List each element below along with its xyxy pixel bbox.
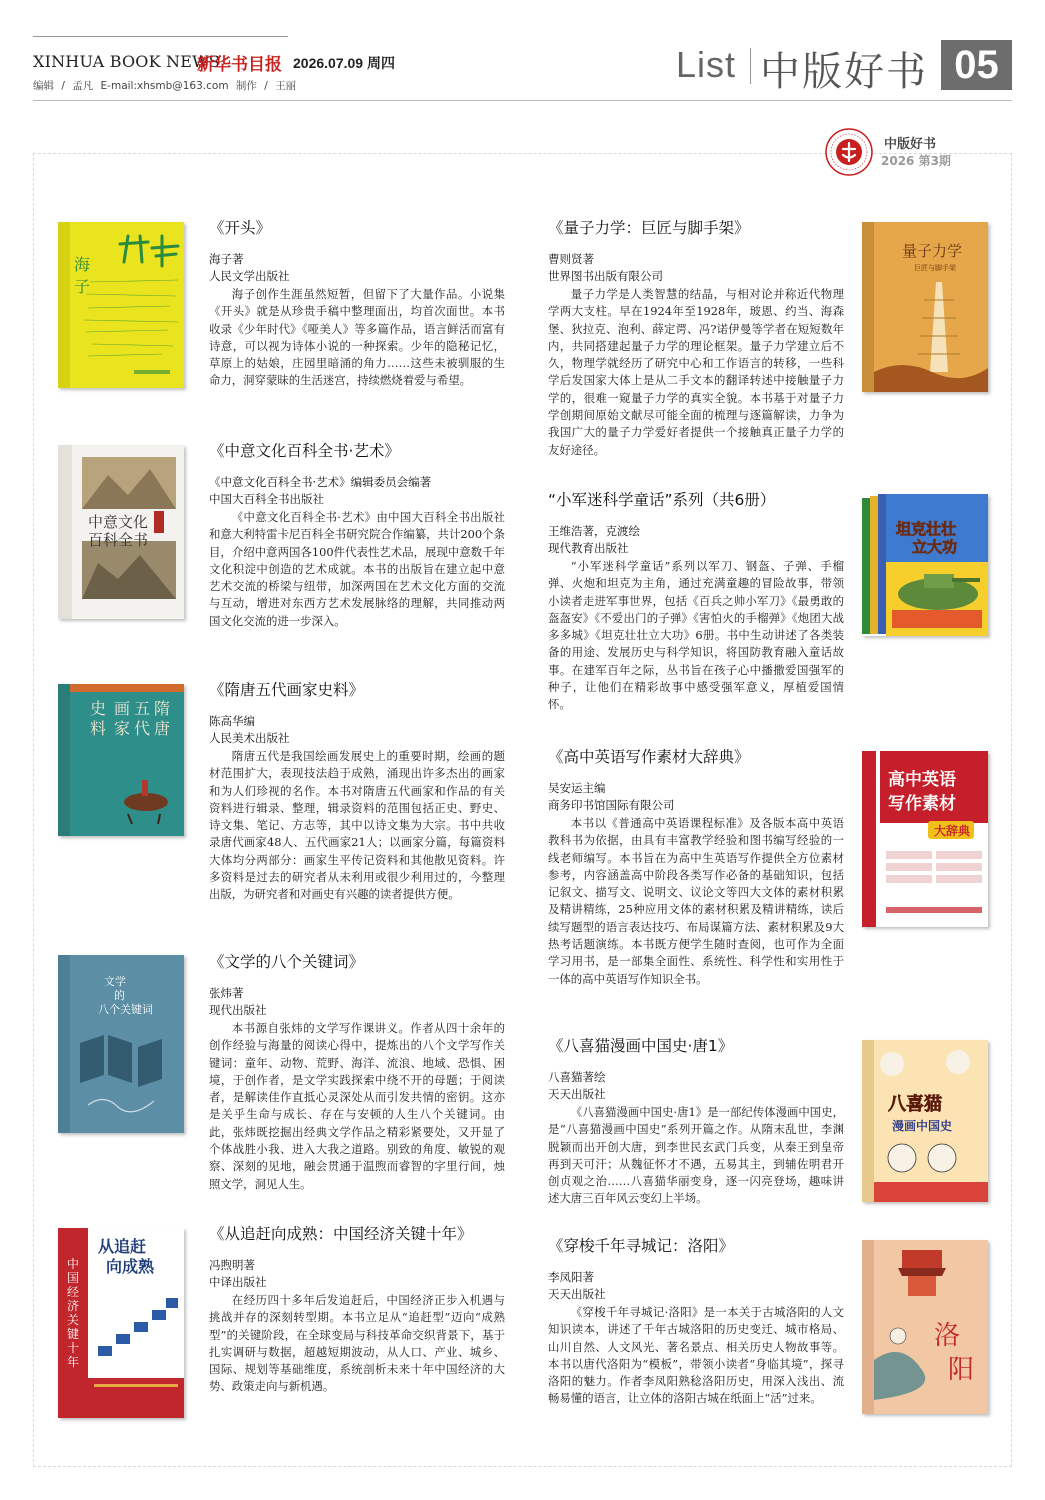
svg-text:画: 画 xyxy=(114,699,131,718)
page-header xyxy=(0,0,1045,110)
book-description: “小军迷科学童话”系列以军刀、钢盔、子弹、手榴弹、火炮和坦克为主角，通过充满童趣的冒险故事，带领小读者走进军事世界，包括《百兵之帅小军刀》《最勇敢的盔盔安》《不爱出门的子弹》《害怕火的手榴弹》《炮团大战多多城》《坦克壮壮立大功》6册。书中生动讲述了各类装备的用途、发展历史与科学知识，将国防教育融入童话故事。在建军百年之际，丛书旨在孩子心中播撒爱国强军的种子，让他们在精彩故事中感受强军意义，厚植爱国情怀。 xyxy=(548,559,844,712)
svg-text:巨匠与脚手架: 巨匠与脚手架 xyxy=(914,264,956,272)
book-author: 《中意文化百科全书·艺术》编辑委员会编著 xyxy=(209,475,432,489)
svg-text:从追赶: 从追赶 xyxy=(98,1237,147,1256)
svg-text:坦克壮壮: 坦克壮壮 xyxy=(896,520,957,538)
svg-text:键: 键 xyxy=(67,1327,80,1341)
section-title: 中版好书 xyxy=(760,49,928,95)
svg-text:国: 国 xyxy=(67,1271,80,1285)
svg-text:中: 中 xyxy=(67,1257,80,1271)
list-label: List xyxy=(676,44,737,85)
book-description: 隋唐五代是我国绘画发展史上的重要时期，绘画的题材范围扩大，表现技法趋于成熟，涌现出许多杰出的画家和为人们珍视的名作。本书对隋唐五代画家和作品的有关资料进行辑录、整理，辑录资料的范围包括正史、野史、诗文集、笔记、方志等，其中以诗文集为大宗。书中共收录唐代画家48人、五代画家21人；以画家分篇，每篇资料大体均分两部分：画家生平传记资料和其他散见资料。许多资料是过去的研究者从未利用或很少利用过的，今整理出版，为研究者和对画史有兴趣的读者提供方便。 xyxy=(209,749,505,902)
svg-text:隋: 隋 xyxy=(154,699,171,718)
book-cover-zhuigan xyxy=(58,1228,184,1418)
svg-text:年: 年 xyxy=(67,1355,80,1369)
book-publisher: 世界图书出版有限公司 xyxy=(548,269,663,283)
book-cover-luoyang xyxy=(862,1240,988,1414)
svg-text:家: 家 xyxy=(114,719,131,738)
book-publisher: 商务印书馆国际有限公司 xyxy=(548,798,675,812)
book-title: 《开头》 xyxy=(209,219,272,237)
book-cover-liangzi xyxy=(862,222,988,392)
book-publisher: 现代教育出版社 xyxy=(548,541,629,555)
svg-text:经: 经 xyxy=(67,1285,80,1299)
masthead-chinese: 新华书目报 xyxy=(197,55,282,75)
svg-text:济: 济 xyxy=(67,1299,80,1313)
badge-title: 中版好书 xyxy=(884,137,937,152)
header-bottom-rule xyxy=(33,100,1012,101)
book-entry-kaitou xyxy=(209,217,505,390)
book-publisher: 中国大百科全书出版社 xyxy=(209,492,324,506)
book-description: 在经历四十多年后发追赶后，中国经济正步入机遇与挑战并存的深刻转型期。本书立足从“追赶型”迈向“成熟型”的关键阶段，在全球变局与科技革命交织背景下，基于扎实调研与数据，超越短期波动，从人口、产业、城乡、国际、规划等基础维度，系统剖析未来十年中国经济的大势、政策走向与新机遇。 xyxy=(209,1293,505,1394)
book-cover-zhongyi xyxy=(58,445,184,619)
book-entry-zhongyi xyxy=(209,440,505,630)
book-entry-zhuigan xyxy=(209,1223,505,1396)
svg-text:海: 海 xyxy=(74,255,91,274)
book-publisher: 中译出版社 xyxy=(209,1275,267,1289)
book-title: 《穿梭千年寻城记：洛阳》 xyxy=(548,1237,735,1255)
badge-logo-icon xyxy=(824,127,874,177)
book-description: 《穿梭千年寻城记·洛阳》是一本关于古城洛阳的人文知识读本，讲述了千年古城洛阳的历史变迁、城市格局、山川自然、人文风光、著名景点、相关历史人物故事等。本书以唐代洛阳为“模板”，带领小读者“身临其境”，探寻洛阳的魅力。作者李凤阳熟稔洛阳历史，用深入浅出、流畅易懂的语言，让立体的洛阳古城在纸面上“活”过来。 xyxy=(548,1305,844,1406)
header-top-rule xyxy=(33,36,288,37)
book-cover-kaitou xyxy=(58,222,184,388)
book-entry-baximao xyxy=(548,1035,844,1208)
svg-text:的: 的 xyxy=(114,989,125,1002)
book-author: 张炜著 xyxy=(209,986,244,1000)
book-author: 王维浩著，克渡绘 xyxy=(548,524,640,538)
book-entry-wenxue xyxy=(209,951,505,1193)
book-description: 海子创作生涯虽然短暂，但留下了大量作品。小说集《开头》就是从珍贵手稿中整理面出，均首次面世。本书收录《少年时代》《哑美人》等多篇作品，语言鲜活而富有诗意，可以视为诗体小说的一种探索。少年的隐秘记忆，草原上的姑娘，庄园里暗涌的角力……这些未被驯服的生命力，洞穿蒙昧的生活迷宫，持续燃烧着爱与希望。 xyxy=(209,287,505,388)
svg-text:八喜猫: 八喜猫 xyxy=(888,1094,942,1115)
book-description: 本书源自张炜的文学写作课讲义。作者从四十余年的创作经验与海量的阅读心得中，提炼出的八个文学写作关键词：童年、动物、荒野、海洋、流浪、地域、恐惧、困境，于创作者，是文学实践探索中绕不开的母题；于阅读者，是解读佳作直抵心灵深处从而引发共情的密钥。这亦是关乎生命与成长、存在与安顿的人生八个关键词。由此，张炜既挖掘出经典文学作品之精彩紧要处，又开显了个体战胜小我、进入大我之道路。别致的角度、敏锐的观察、深刻的见地，融会贯通于温煦而睿智的字里行间，烛照文学，洞见人生。 xyxy=(209,1021,505,1191)
book-entry-liangzi xyxy=(548,217,844,459)
book-publisher: 天天出版社 xyxy=(548,1087,606,1101)
book-entry-luoyang xyxy=(548,1235,844,1408)
book-publisher: 天天出版社 xyxy=(548,1287,606,1301)
book-description: 量子力学是人类智慧的结晶，与相对论并称近代物理学两大支柱。早在1924年至1928年，玻恩、约当、海森堡、狄拉克、泡利、薛定谔、冯?诺伊曼等学者在短短数年内，共同搭建起量子力学的理论框架。量子力学建立后不久，物理学就经历了研究中心和工作语言的转移，一些科学后发国家大体上是从二手文本的翻译转述中接触量子力学的，很难一窥量子力学的真实全貌。本书基于对量子力学创期间原始文献尽可能全面的梳理与逐篇解读，力争为我国广大的量子力学爱好者提供一个接触真正量子力学的友好途径。 xyxy=(548,287,844,457)
book-title: 《从追赶向成熟：中国经济关键十年》 xyxy=(209,1225,473,1243)
svg-text:八个关键词: 八个关键词 xyxy=(98,1003,153,1016)
svg-text:唐: 唐 xyxy=(154,719,171,738)
book-cover-baximao xyxy=(862,1040,988,1202)
svg-text:高中英语: 高中英语 xyxy=(888,770,956,790)
svg-text:量子力学: 量子力学 xyxy=(902,242,963,260)
svg-text:十: 十 xyxy=(67,1341,80,1355)
issue-date: 2026.07.09 周四 xyxy=(293,55,395,71)
book-author: 八喜猫著绘 xyxy=(548,1070,606,1084)
book-publisher: 现代出版社 xyxy=(209,1003,267,1017)
svg-text:立大功: 立大功 xyxy=(912,538,958,556)
svg-text:大辞典: 大辞典 xyxy=(934,824,971,838)
svg-text:料: 料 xyxy=(90,719,107,738)
svg-text:代: 代 xyxy=(134,719,151,738)
book-author: 吴安运主编 xyxy=(548,781,606,795)
book-cover-wenxue xyxy=(58,955,184,1133)
book-author: 冯煦明著 xyxy=(209,1258,255,1272)
book-entry-xiaojunmi xyxy=(548,489,844,714)
book-entry-suitang xyxy=(209,679,505,904)
book-title: 《隋唐五代画家史料》 xyxy=(209,681,365,699)
svg-text:洛: 洛 xyxy=(934,1321,961,1351)
badge-issue: 2026 第3期 xyxy=(881,154,951,168)
book-description: 本书以《普通高中英语课程标准》及各版本高中英语教科书为依据，由具有丰富教学经验和图书编写经验的一线老师编写。本书旨在为高中生英语写作提供全方位素材参考，内容涵盖高中阶段各类写作必备的基础知识，包括记叙文、描写文、说明文、议论文等四大文体的素材积累及精讲精练，25种应用文体的素材积累及精讲精练，读后续写题型的语言表达技巧、布局谋篇方法、素材积累及9大热考话题演练。本书既方便学生随时查阅，也可作为全面学习用书，是一部集全面性、系统性、科学性和实用性于一体的高中英语写作知识全书。 xyxy=(548,816,844,986)
book-author: 曹则贤著 xyxy=(548,252,594,266)
book-title: 《量子力学：巨匠与脚手架》 xyxy=(548,219,750,237)
book-publisher: 人民文学出版社 xyxy=(209,269,290,283)
svg-text:写作素材: 写作素材 xyxy=(888,794,956,814)
book-title: 《文学的八个关键词》 xyxy=(209,953,365,971)
header-divider xyxy=(750,48,751,84)
book-title: 《高中英语写作素材大辞典》 xyxy=(548,748,750,766)
svg-text:向成熟: 向成熟 xyxy=(106,1257,155,1276)
masthead-english: XINHUA BOOK NEWS xyxy=(33,52,220,71)
svg-text:子: 子 xyxy=(74,277,91,296)
book-author: 海子著 xyxy=(209,252,244,266)
book-entry-gaozhong xyxy=(548,746,844,988)
book-title: “小军迷科学童话”系列（共6册） xyxy=(548,491,776,509)
svg-text:阳: 阳 xyxy=(948,1355,975,1385)
svg-text:五: 五 xyxy=(134,699,151,718)
book-title: 《八喜猫漫画中国史·唐1》 xyxy=(548,1037,734,1055)
book-title: 《中意文化百科全书·艺术》 xyxy=(209,442,400,460)
svg-text:百科全书: 百科全书 xyxy=(88,531,149,549)
book-cover-suitang xyxy=(58,684,184,836)
book-description: 《中意文化百科全书·艺术》由中国大百科全书出版社和意大利特雷卡尼百科全书研究院合作编纂，共计200个条目，介绍中意两国各100件代表性艺术品，展现中意数千年文化积淀中创造的艺术成就。本书的出版旨在建立起中意艺术交流的桥梁与纽带，加深两国在艺术文化方面的交流与互动，增进对东西方艺术发展脉络的理解，共同推动两国文化交流的进一步深入。 xyxy=(209,510,505,628)
book-cover-xiaojunmi xyxy=(862,494,988,636)
page-number: 05 xyxy=(941,40,1012,90)
book-publisher: 人民美术出版社 xyxy=(209,731,290,745)
svg-text:史: 史 xyxy=(90,699,107,718)
svg-text:中意文化: 中意文化 xyxy=(88,513,149,531)
book-author: 李凤阳著 xyxy=(548,1270,594,1284)
svg-text:关: 关 xyxy=(67,1313,80,1327)
book-description: 《八喜猫漫画中国史·唐1》是一部纪传体漫画中国史，是“八喜猫漫画中国史”系列开篇之作。从隋末乱世，李渊脱颖而出开创大唐，到李世民玄武门兵变，从秦王到皇帝再到天可汗；从魏征怀才不遇，五易其主，到辅佐明君开创贞观之治……八喜猫华丽变身，逐一闪亮登场，趣味讲述大唐三百年风云变幻上半场。 xyxy=(548,1105,844,1206)
book-author: 陈高华编 xyxy=(209,714,255,728)
svg-text:漫画中国史: 漫画中国史 xyxy=(892,1119,953,1133)
svg-text:文学: 文学 xyxy=(104,975,126,988)
book-cover-gaozhong xyxy=(862,751,988,927)
editor-credits: 编辑 / 孟凡 E-mail:xhsmb@163.com 制作 / 王丽 xyxy=(33,80,297,92)
